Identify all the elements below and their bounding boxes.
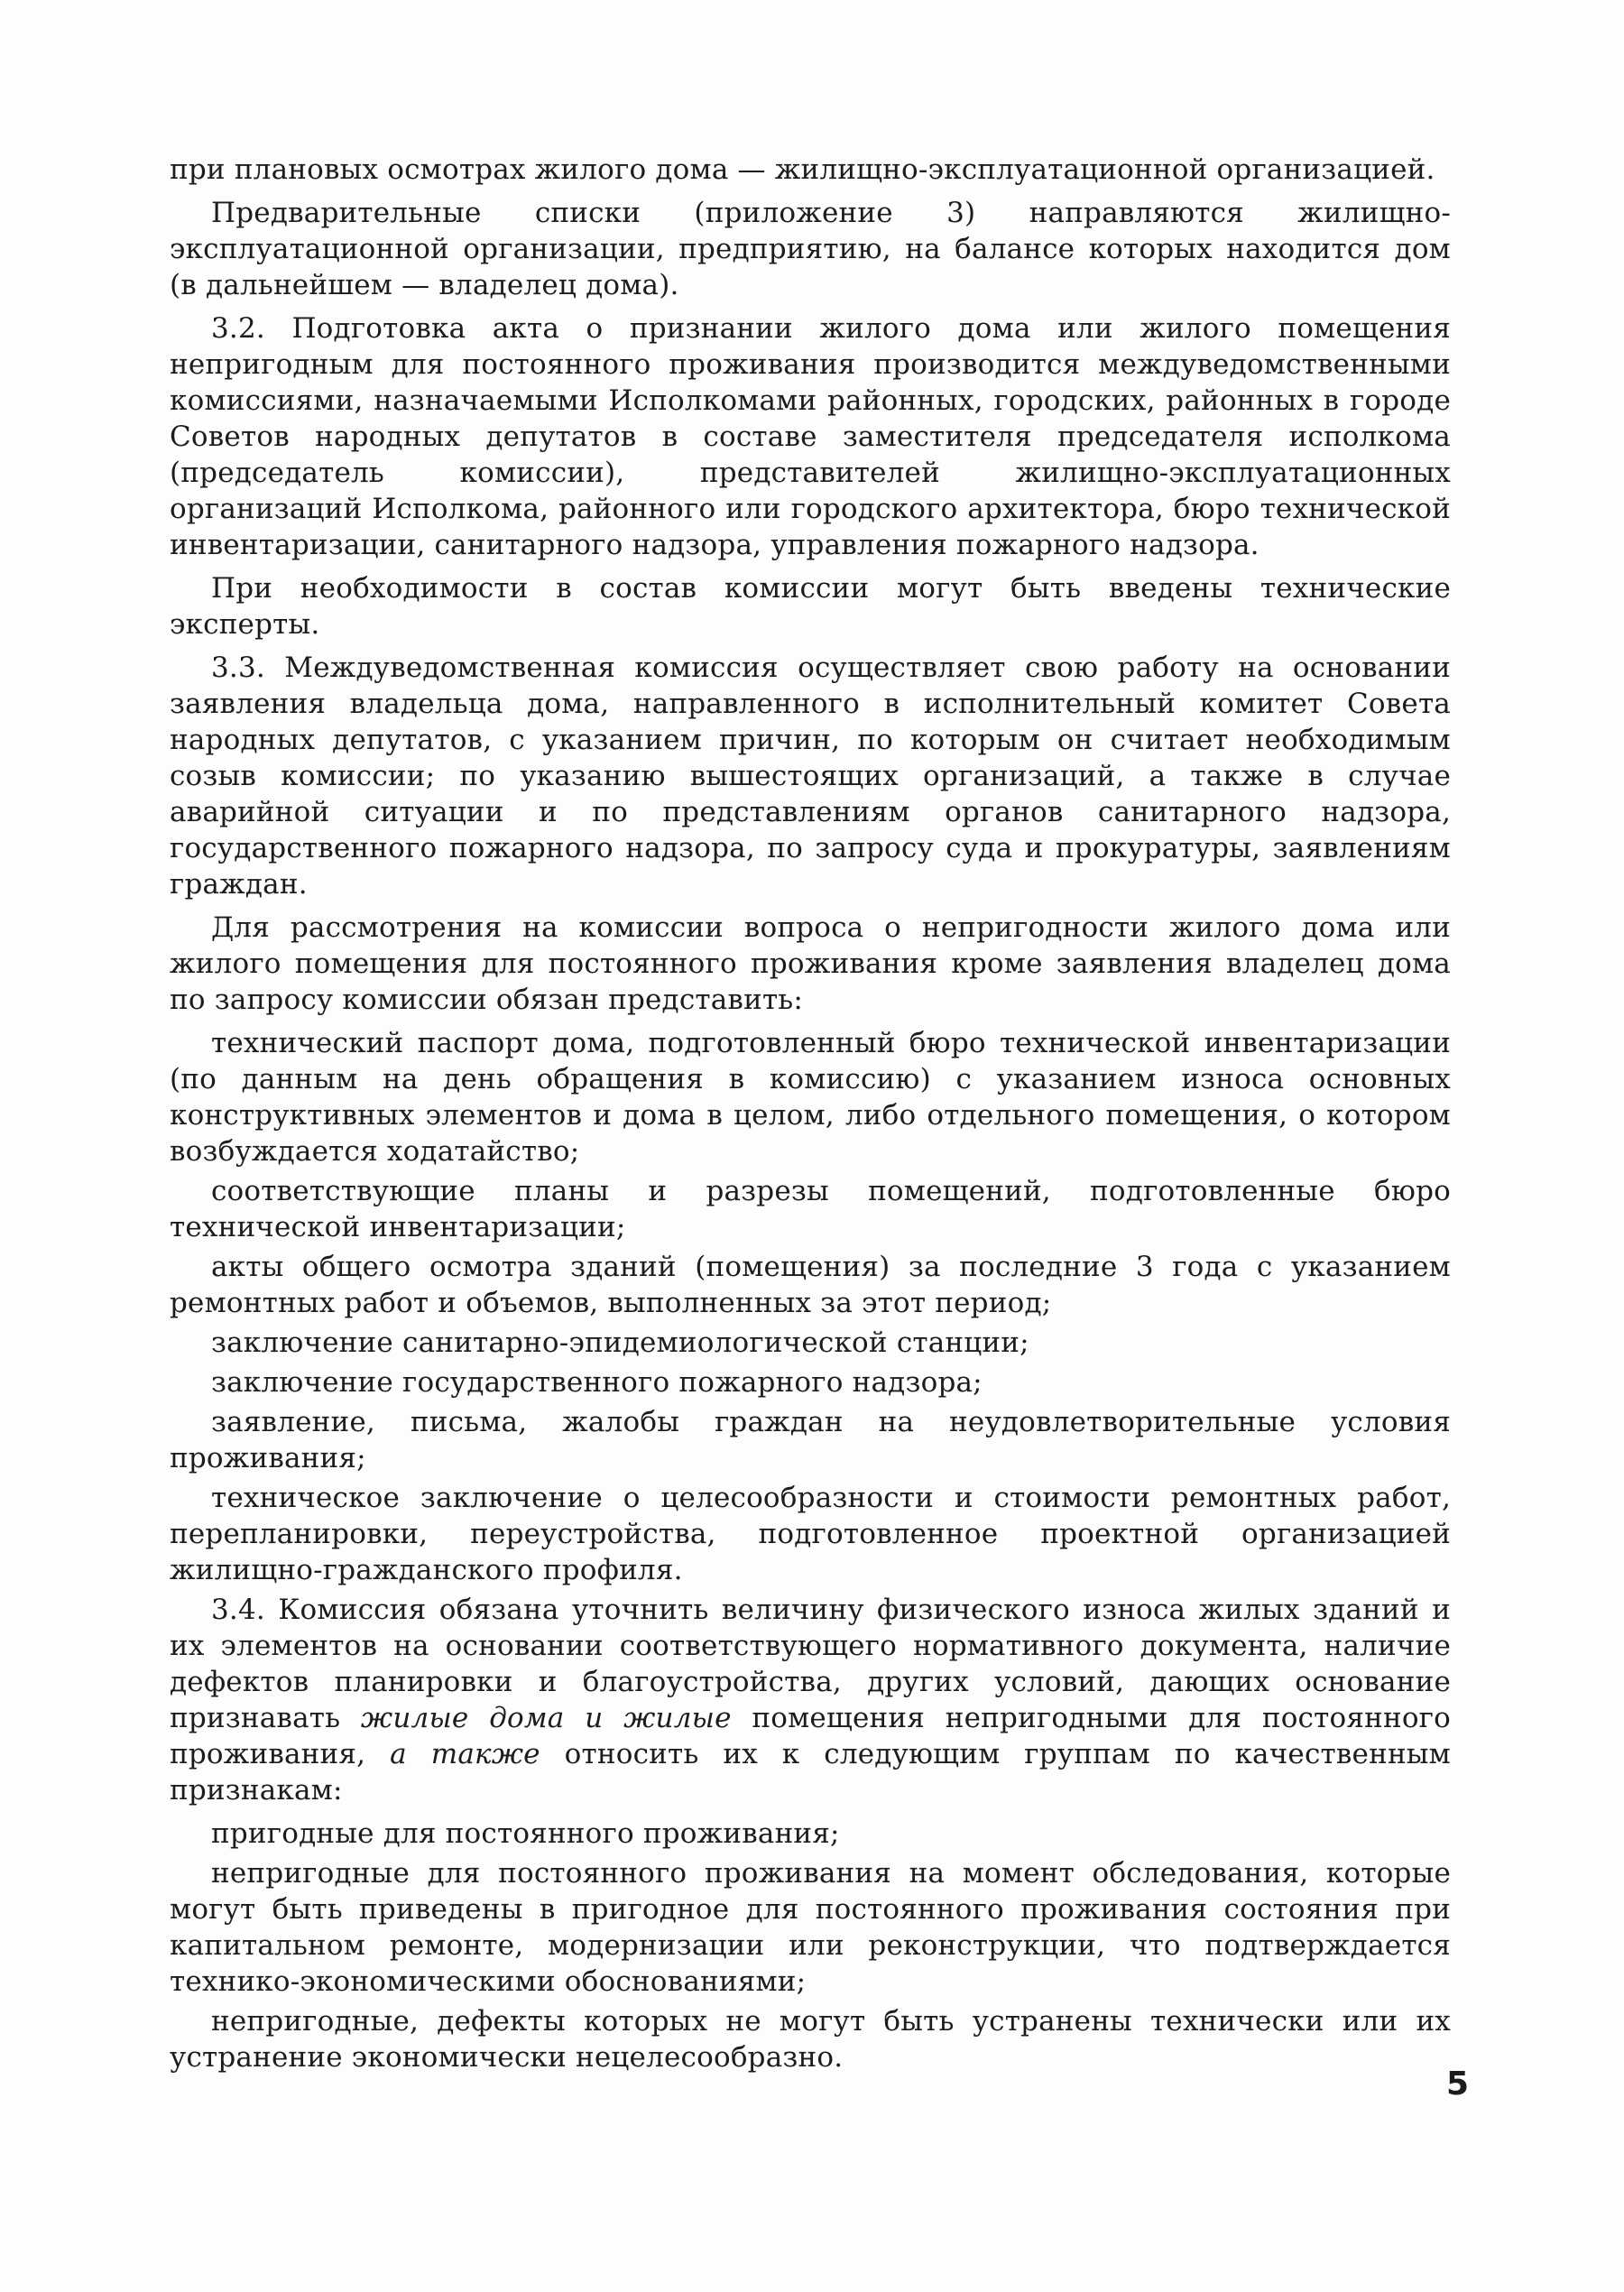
list-item: заключение санитарно-эпидемиологической станции; (211, 1326, 1029, 1359)
paragraph-3-4-middle: помещения непригодными для постоянного проживания, (170, 1702, 1451, 1770)
paragraph-3-4-italic-2: а также (390, 1738, 540, 1770)
list-item: технический паспорт дома, подготовленный бюро технической инвентаризации (по данным на день обращения в комиссию) с указанием износа основных конструктивных элементов и дома в целом, либо отдельного помещения, о котором возбуждается ходатайство; (170, 1027, 1451, 1168)
paragraph-3-4-italic-1: жилые дома и жилые (360, 1702, 732, 1734)
paragraph-3-4-start: 3.4. Комиссия обязана уточнить величину физического износа жилых зданий и их элементов на основании соответствующего нормативного документа, наличие дефектов планировки и благоустройства, других условий, дающих основание признавать (170, 1594, 1451, 1734)
list-item: непригодные для постоянного проживания на момент обследования, которые могут быть приведены в пригодное для постоянного проживания состояния при капитальном ремонте, модернизации или реконструкции, что подтверждается технико-экономическими обоснованиями; (170, 1857, 1451, 1998)
paragraph-3-4 (170, 1592, 1451, 1808)
paragraph-3-4-end: относить их к следующим группам по качественным признакам: (170, 1738, 1451, 1807)
list-item: соответствующие планы и разрезы помещений, подготовленные бюро технической инвентаризации; (170, 1175, 1451, 1243)
paragraph-continuation: при плановых осмотрах жилого дома — жилищно-эксплуатационной организацией. (170, 153, 1435, 186)
required-documents-list (170, 1025, 1451, 1588)
paragraph-3-3: 3.3. Междуведомственная комиссия осуществляет свою работу на основании заявления владельца дома, направленного в исполнительный комитет Совета народных депутатов, с указанием причин, по которым он считает необходимым созыв комиссии; по указанию вышестоящих организаций, а также в случае аварийной ситуации и по представлениям органов санитарного надзора, государственного пожарного надзора, по запросу суда и прокуратуры, заявлениям граждан. (170, 652, 1451, 901)
paragraph-required-documents-intro: Для рассмотрения на комиссии вопроса о непригодности жилого дома или жилого помещения для постоянного проживания кроме заявления владелец дома по запросу комиссии обязан представить: (170, 911, 1451, 1016)
paragraph-preliminary-lists: Предварительные списки (приложение 3) направляются жилищно-эксплуатационной организации, предприятию, на балансе которых находится дом (в дальнейшем — владелец дома). (170, 197, 1451, 301)
list-item: акты общего осмотра зданий (помещения) за последние 3 года с указанием ремонтных работ и объемов, выполненных за этот период; (170, 1251, 1451, 1319)
paragraph-experts: При необходимости в состав комиссии могут быть введены технические эксперты. (170, 572, 1451, 641)
page-number: 5 (1445, 2066, 1469, 2103)
list-item: техническое заключение о целесообразности и стоимости ремонтных работ, перепланировки, переустройства, подготовленное проектной организацией жилищно-гражданского профиля. (170, 1482, 1451, 1586)
list-item: заключение государственного пожарного надзора; (211, 1366, 983, 1399)
list-item: заявление, письма, жалобы граждан на неудовлетворительные условия проживания; (170, 1406, 1451, 1474)
paragraph-3-2: 3.2. Подготовка акта о признании жилого дома или жилого помещения непригодным для постоянного проживания производится междуведомственными комиссиями, назначаемыми Исполкомами районных, городских, районных в городе Советов народных депутатов в составе заместителя председателя исполкома (председатель комиссии), представителей жилищно-эксплуатационных организаций Исполкома, районного или городского архитектора, бюро технической инвентаризации, санитарного надзора, управления пожарного надзора. (170, 312, 1451, 561)
list-item: пригодные для постоянного проживания; (211, 1817, 840, 1850)
list-item: непригодные, дефекты которых не могут быть устранены технически или их устранение экономически нецелесообразно. (170, 2005, 1451, 2074)
quality-groups-list (170, 1816, 1451, 2075)
body-text (170, 152, 1451, 2079)
